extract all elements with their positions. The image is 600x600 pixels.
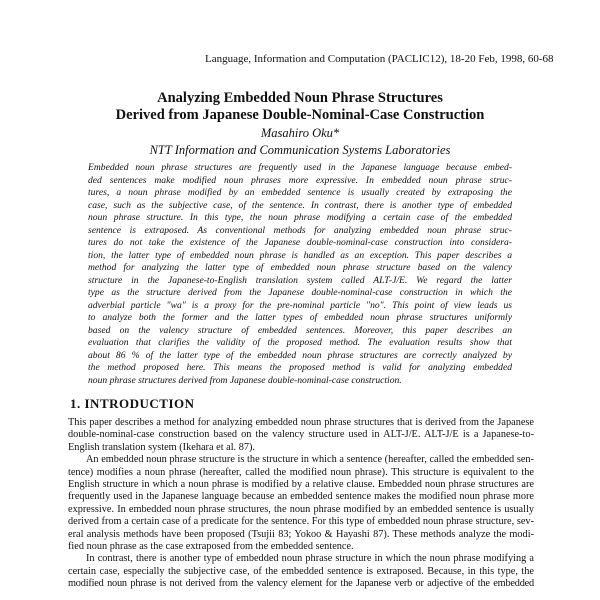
abstract-line: case, such as the subjective case, of the sentence. In contrast, there is another type of embedded bbox=[88, 199, 512, 211]
body-line: tence) modifies a noun phrase (hereafter, called the modified noun phrase). This structure is equivalent to the bbox=[68, 466, 534, 478]
body-line: frequently used in the Japanese language because an embedded sentence makes the modified noun phrase more bbox=[68, 491, 534, 503]
body-line: double-nominal-case construction based on the valency structure used in ALT-J/E. ALT-J/E is a Japanese-to- bbox=[68, 429, 534, 441]
running-header: Language, Information and Computation (PACLIC12), 18-20 Feb, 1998, 60-68 bbox=[205, 53, 554, 65]
body-line: This paper describes a method for analyzing embedded noun phrase structures that is derived from the Japanese bbox=[68, 417, 534, 428]
abstract-line: sentence is extraposed. As conventional methods for analyzing embedded noun phrase struc- bbox=[88, 224, 512, 236]
abstract-line: noun phrase structures derived from Japanese double-nominal-case construction. bbox=[88, 374, 402, 386]
abstract-line: about 86 % of the latter type of the embedded noun phrase structures are correctly analyzed by bbox=[88, 349, 512, 361]
body-line: expressive. In embedded noun phrase structures, the noun phrase modified by an embedded sentence is usually bbox=[68, 503, 534, 515]
author: Masahiro Oku* bbox=[260, 126, 340, 140]
abstract-line: tion, the latter type of embedded noun phrase is handled as an exception. This paper describes a bbox=[88, 249, 512, 261]
body-line: derived from a certain case of a predicate for the sentence. For this type of embedded noun phrase structure, sev- bbox=[68, 516, 534, 528]
abstract-line: ded sentences make modified noun phrases more expressive. In embedded noun phrase struc- bbox=[88, 174, 512, 186]
abstract-line: type as the structure derived from the Japanese double-nominal-case construction in which the bbox=[88, 287, 512, 298]
abstract-line: the method proposed here. This means the proposed method is valid for analyzing embedded bbox=[88, 362, 512, 373]
paper-title-line-1: Analyzing Embedded Noun Phrase Structures bbox=[157, 90, 443, 106]
abstract-line: to analyze both the former and the latter types of embedded noun phrase structures uniformly bbox=[88, 312, 512, 323]
body-line: English structure in which a noun phrase is modified by a relative clause. Embedded noun phrase structures are bbox=[68, 478, 534, 490]
abstract-line: noun phrase structure. In this type, the noun phrase modifying a certain case of the embedded bbox=[88, 212, 512, 223]
abstract-line: Embedded noun phrase structures are frequently used in the Japanese language because embed- bbox=[88, 162, 512, 173]
abstract-line: tures do not take the existence of the Japanese double-nominal-case construction into considera- bbox=[88, 237, 512, 248]
body-line: eral analysis methods have been proposed (Tsujii 83; Yokoo & Hayashi 87). These methods analyze the modi- bbox=[68, 528, 534, 540]
body-line: modified noun phrase is not derived from the valency element for the Japanese verb or adjective of the embedded bbox=[68, 578, 534, 590]
body-line: In contrast, there is another type of embedded noun phrase structure in which the noun phrase modifying a bbox=[86, 553, 534, 565]
abstract-line: structure in the Japanese-to-English translation system called ALT-J/E. We regard the latter bbox=[88, 274, 512, 286]
body-line: certain case, especially the subjective case, of the embedded sentence is extraposed. Because, in this type, the bbox=[68, 565, 534, 577]
abstract-line: method for analyzing the latter type of embedded noun phrase structure based on the valency bbox=[88, 262, 512, 273]
abstract bbox=[88, 162, 512, 387]
abstract-line: tures, a noun phrase modified by an embedded sentence is usually created by extraposing the bbox=[88, 187, 512, 198]
paper-title-line-2: Derived from Japanese Double-Nominal-Case Construction bbox=[115, 107, 485, 123]
abstract-line: evaluation that clarifies the validity of the proposed method. The evaluation results show that bbox=[88, 337, 512, 348]
section-heading: 1. INTRODUCTION bbox=[70, 396, 195, 411]
body-line: An embedded noun phrase structure is the structure in which a sentence (hereafter, called the embedded sen- bbox=[86, 454, 534, 466]
affiliation: NTT Information and Communication Systems Laboratories bbox=[149, 143, 451, 157]
abstract-line: based on the valency structure of embedded sentences. Moreover, this paper describes an bbox=[88, 324, 512, 336]
abstract-line: adverbial particle "wa" is a proxy for the pre-nominal particle "no". This point of view leads us bbox=[88, 299, 512, 311]
body-text bbox=[68, 417, 534, 590]
body-line: English translation system (Ikehara et al. 87). bbox=[68, 441, 256, 453]
body-line: fied noun phrase as the case extraposed from the embedded sentence. bbox=[68, 540, 354, 552]
